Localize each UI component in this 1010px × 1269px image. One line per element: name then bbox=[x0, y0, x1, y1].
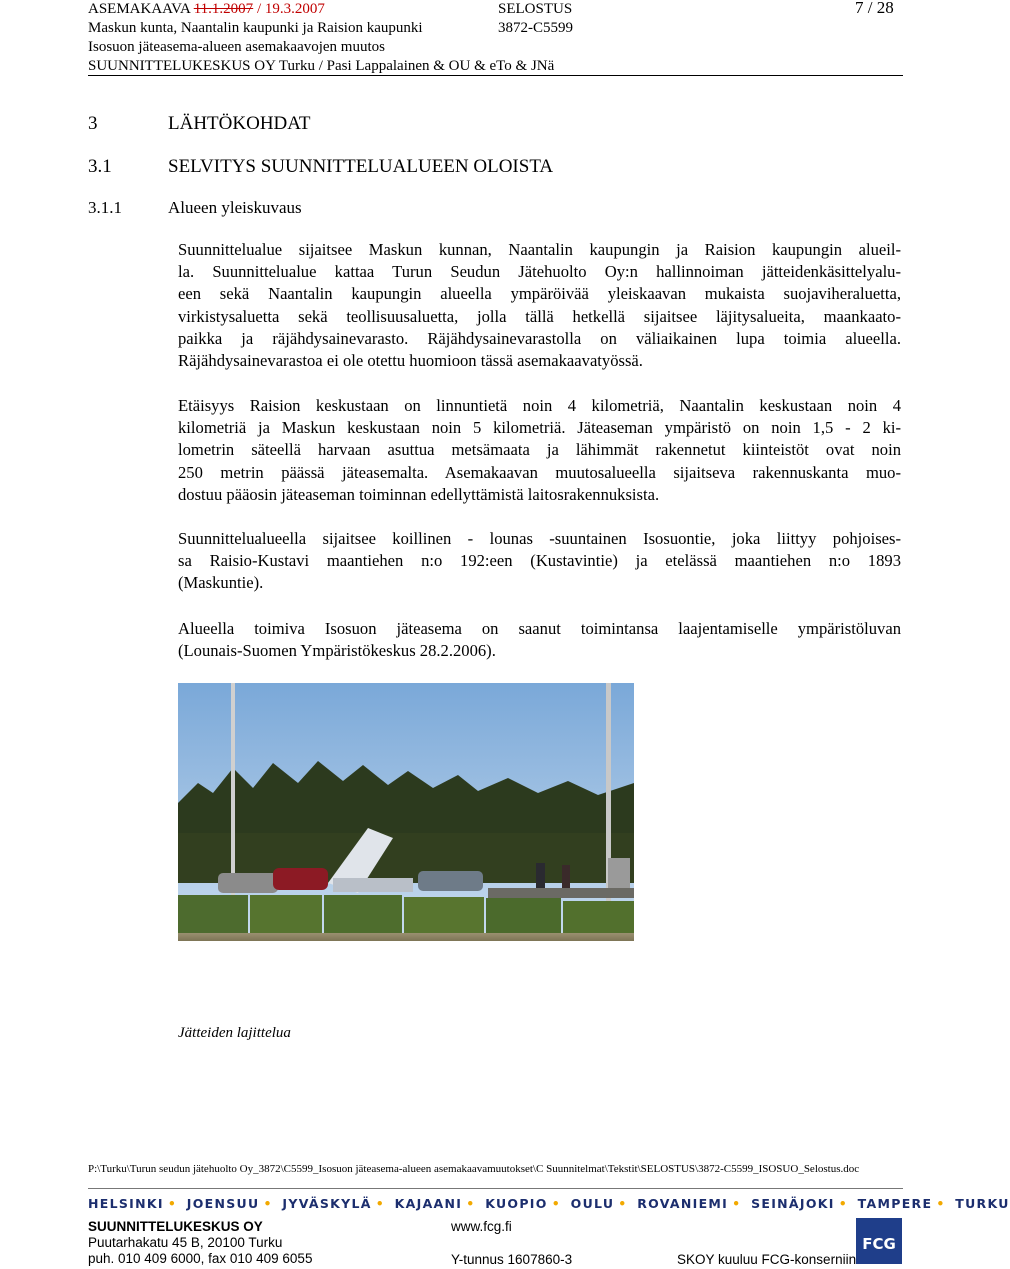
text-line: Alueella toimiva Isosuon jäteasema on saanut toimintansa laajentamiselle ympäristöluvan bbox=[178, 619, 901, 638]
photo-caption: Jätteiden lajittelua bbox=[178, 1025, 291, 1041]
paragraph-1 bbox=[178, 239, 901, 372]
text-line: 250 metrin päässä jäteasemalta. Asemakaavan muutosalueella sijaitseva rakennuskanta muo- bbox=[178, 462, 901, 482]
heading-1-text: LÄHTÖKOHDAT bbox=[168, 113, 311, 134]
date-separator: / bbox=[253, 1, 265, 17]
heading-1-number: 3 bbox=[88, 113, 98, 134]
office-cities: HELSINKI • JOENSUU • JYVÄSKYLÄ • KAJAANI • KUOPIO • OULU • ROVANIEMI • SEINÄJOKI • TAMPERE • TURKU bbox=[88, 1196, 1010, 1211]
text-line: lometrin säteellä harvaan asuttua metsämaata ja lähimmät rakennetut kiinteistöt ovat noin bbox=[178, 440, 901, 460]
text-line: Etäisyys Raision keskustaan on linnuntietä noin 4 kilometriä, Naantalin keskustaan noin 4 bbox=[178, 396, 901, 415]
fcg-logo bbox=[856, 1218, 902, 1264]
photo-waste-sorting bbox=[178, 683, 634, 941]
text-line: virkistysaluetta sekä teollisuusaluetta, jolla tällä hetkellä sijaitsee läjitysalueita, maankaato- bbox=[178, 306, 901, 326]
doc-label: ASEMAKAAVA bbox=[88, 1, 190, 17]
heading-2-text: SELVITYS SUUNNITTELUALUEEN OLOISTA bbox=[168, 156, 554, 177]
header-divider bbox=[88, 75, 903, 76]
paragraph-2 bbox=[178, 395, 901, 506]
company-phone: puh. 010 409 6000, fax 010 409 6055 bbox=[88, 1251, 313, 1266]
city: TURKU bbox=[955, 1196, 1010, 1211]
text-line: (Lounais-Suomen Ympäristökeskus 28.2.2006). bbox=[178, 641, 496, 661]
heading-2 bbox=[88, 156, 554, 178]
header-line-1 bbox=[88, 0, 325, 19]
svg-text:FCG: FCG bbox=[862, 1235, 896, 1253]
text-line: dostuu pääosin jäteaseman toiminnan edellyttämistä laitosrakennuksista. bbox=[178, 484, 660, 504]
heading-2-number: 3.1 bbox=[88, 156, 112, 177]
text-line: Suunnittelualue sijaitsee Maskun kunnan, Naantalin kaupungin ja Raision kaupungin alueil- bbox=[178, 240, 901, 259]
photo-illustration bbox=[178, 683, 634, 941]
text-line: Räjähdysainevarastoa ei ole otettu huomioon tässä asemakaavatyössä. bbox=[178, 351, 643, 371]
business-id: Y-tunnus 1607860-3 bbox=[451, 1252, 573, 1267]
file-path: P:\Turku\Turun seudun jätehuolto Oy_3872\C5599_Isosuon jäteasema-alueen asemakaavamuutokset\C Suunnitelmat\Tekstit\SELOSTUS\3872-C5599_ISOSUO_Selostus.doc bbox=[88, 1163, 860, 1175]
text-line: kilometriä ja Maskun keskustaan noin 5 kilometriä. Jäteaseman ympäristö on noin 1,5 - 2 ki- bbox=[178, 418, 901, 438]
city: KUOPIO bbox=[485, 1196, 548, 1211]
current-date: 19.3.2007 bbox=[264, 1, 325, 17]
heading-1 bbox=[88, 113, 311, 135]
group-membership: SKOY kuuluu FCG-konserniin bbox=[677, 1252, 857, 1267]
struck-date: 11.1.2007 bbox=[193, 1, 254, 17]
text-line: (Maskuntie). bbox=[178, 573, 264, 593]
text-line: een sekä Naantalin kaupungin alueella ympäröivää yleiskaavan mukaista suojaviheraluetta, bbox=[178, 284, 901, 304]
city: HELSINKI bbox=[88, 1196, 164, 1211]
city: OULU bbox=[570, 1196, 615, 1211]
authors: SUUNNITTELUKESKUS OY Turku / Pasi Lappalainen & OU & eTo & JNä bbox=[88, 58, 555, 74]
city: JYVÄSKYLÄ bbox=[282, 1196, 372, 1211]
plan-name: Isosuon jäteasema-alueen asemakaavojen muutos bbox=[88, 39, 385, 55]
text-line: sa Raisio-Kustavi maantiehen n:o 192:een (Kustavintie) ja etelässä maantiehen n:o 1893 bbox=[178, 551, 901, 571]
municipalities: Maskun kunta, Naantalin kaupunki ja Raision kaupunki bbox=[88, 20, 423, 36]
text-line: Suunnittelualueella sijaitsee koillinen - lounas -suuntainen Isosuontie, joka liittyy pohjoises- bbox=[178, 529, 901, 548]
heading-3-text: Alueen yleiskuvaus bbox=[168, 198, 302, 217]
paragraph-3 bbox=[178, 528, 901, 595]
paragraph-4 bbox=[178, 618, 901, 662]
city: KAJAANI bbox=[394, 1196, 463, 1211]
company-name: SUUNNITTELUKESKUS OY bbox=[88, 1219, 263, 1234]
city: JOENSUU bbox=[186, 1196, 260, 1211]
page-number: 7 / 28 bbox=[855, 0, 894, 17]
text-line: paikka ja räjähdysainevarasto. Räjähdysainevarastolla on väliaikainen lupa toimia alueella. bbox=[178, 328, 901, 348]
company-address: Puutarhakatu 45 B, 20100 Turku bbox=[88, 1235, 283, 1250]
project-code: 3872-C5599 bbox=[498, 20, 573, 36]
website-link[interactable]: www.fcg.fi bbox=[451, 1219, 512, 1234]
doc-type: SELOSTUS bbox=[498, 1, 573, 17]
city: SEINÄJOKI bbox=[751, 1196, 835, 1211]
text-line: la. Suunnittelualue kattaa Turun Seudun Jätehuolto Oy:n hallinnoiman jätteidenkäsittelyalu- bbox=[178, 262, 901, 282]
heading-3 bbox=[88, 198, 302, 218]
footer-divider bbox=[88, 1188, 903, 1189]
city: TAMPERE bbox=[857, 1196, 933, 1211]
heading-3-number: 3.1.1 bbox=[88, 198, 122, 217]
city: ROVANIEMI bbox=[637, 1196, 729, 1211]
